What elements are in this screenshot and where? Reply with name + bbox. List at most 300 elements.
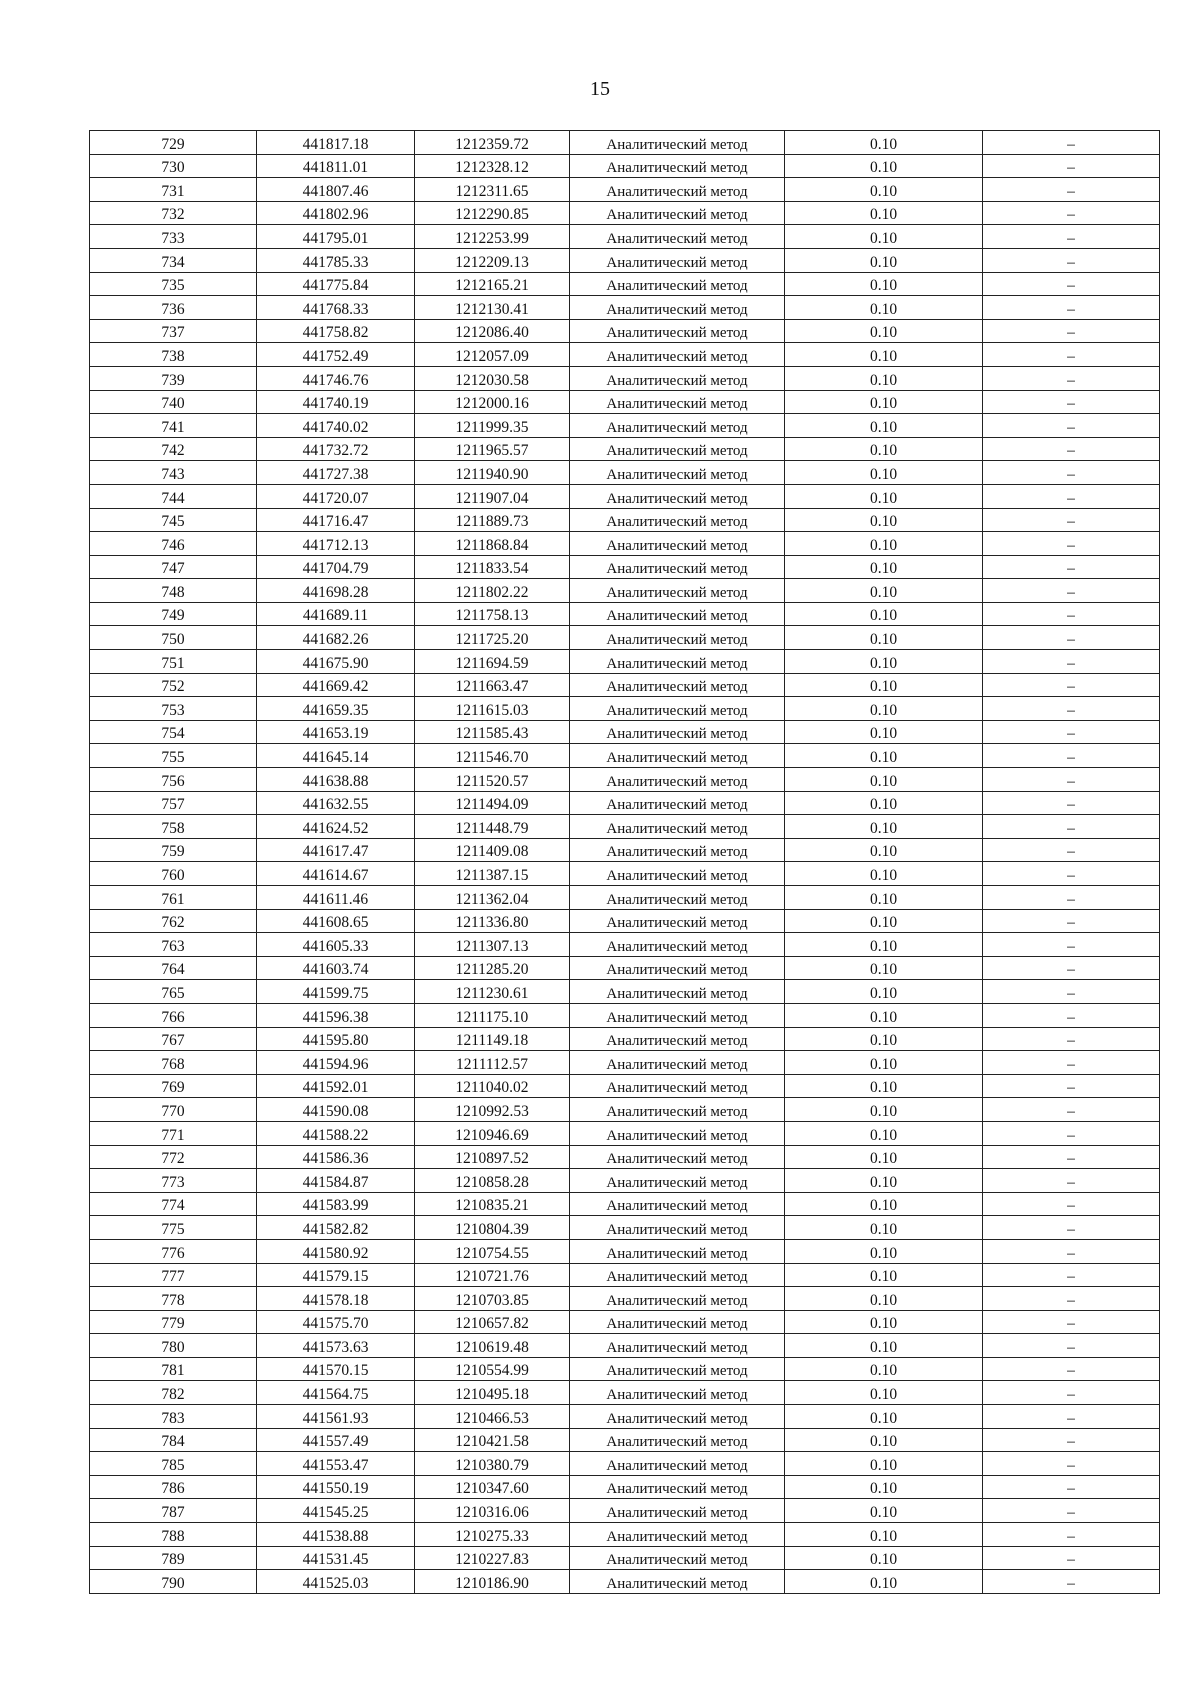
- y-coordinate-cell: 1211307.13: [415, 933, 570, 957]
- accuracy-cell: 0.10: [785, 1263, 983, 1287]
- x-coordinate-cell: 441525.03: [257, 1570, 415, 1594]
- accuracy-cell: 0.10: [785, 272, 983, 296]
- point-number-cell: 775: [90, 1216, 257, 1240]
- point-number-cell: 750: [90, 626, 257, 650]
- note-cell: –: [983, 319, 1160, 343]
- method-cell: Аналитический метод: [570, 1546, 785, 1570]
- x-coordinate-cell: 441740.02: [257, 414, 415, 438]
- point-number-cell: 742: [90, 437, 257, 461]
- table-row: [90, 1357, 1160, 1381]
- note-cell: –: [983, 461, 1160, 485]
- method-cell: Аналитический метод: [570, 319, 785, 343]
- y-coordinate-cell: 1210466.53: [415, 1405, 570, 1429]
- y-coordinate-cell: 1210347.60: [415, 1475, 570, 1499]
- x-coordinate-cell: 441564.75: [257, 1381, 415, 1405]
- table-row: [90, 1098, 1160, 1122]
- accuracy-cell: 0.10: [785, 626, 983, 650]
- table-row: [90, 414, 1160, 438]
- note-cell: –: [983, 1310, 1160, 1334]
- point-number-cell: 777: [90, 1263, 257, 1287]
- note-cell: –: [983, 484, 1160, 508]
- y-coordinate-cell: 1211387.15: [415, 862, 570, 886]
- method-cell: Аналитический метод: [570, 461, 785, 485]
- point-number-cell: 787: [90, 1499, 257, 1523]
- table-row: [90, 296, 1160, 320]
- accuracy-cell: 0.10: [785, 1357, 983, 1381]
- y-coordinate-cell: 1212359.72: [415, 131, 570, 155]
- note-cell: –: [983, 1570, 1160, 1594]
- accuracy-cell: 0.10: [785, 886, 983, 910]
- x-coordinate-cell: 441545.25: [257, 1499, 415, 1523]
- note-cell: –: [983, 1003, 1160, 1027]
- table-row: [90, 1287, 1160, 1311]
- x-coordinate-cell: 441720.07: [257, 484, 415, 508]
- method-cell: Аналитический метод: [570, 1098, 785, 1122]
- y-coordinate-cell: 1212130.41: [415, 296, 570, 320]
- y-coordinate-cell: 1212165.21: [415, 272, 570, 296]
- note-cell: –: [983, 1121, 1160, 1145]
- table-row: [90, 1027, 1160, 1051]
- table-row: [90, 1192, 1160, 1216]
- y-coordinate-cell: 1210897.52: [415, 1145, 570, 1169]
- method-cell: Аналитический метод: [570, 602, 785, 626]
- table-row: [90, 1239, 1160, 1263]
- accuracy-cell: 0.10: [785, 1546, 983, 1570]
- method-cell: Аналитический метод: [570, 791, 785, 815]
- note-cell: –: [983, 744, 1160, 768]
- table-row: [90, 508, 1160, 532]
- method-cell: Аналитический метод: [570, 579, 785, 603]
- accuracy-cell: 0.10: [785, 838, 983, 862]
- x-coordinate-cell: 441538.88: [257, 1523, 415, 1547]
- method-cell: Аналитический метод: [570, 248, 785, 272]
- method-cell: Аналитический метод: [570, 909, 785, 933]
- note-cell: –: [983, 248, 1160, 272]
- table-row: [90, 720, 1160, 744]
- y-coordinate-cell: 1212030.58: [415, 366, 570, 390]
- accuracy-cell: 0.10: [785, 201, 983, 225]
- y-coordinate-cell: 1211546.70: [415, 744, 570, 768]
- y-coordinate-cell: 1212000.16: [415, 390, 570, 414]
- accuracy-cell: 0.10: [785, 1192, 983, 1216]
- x-coordinate-cell: 441605.33: [257, 933, 415, 957]
- point-number-cell: 734: [90, 248, 257, 272]
- accuracy-cell: 0.10: [785, 1570, 983, 1594]
- note-cell: –: [983, 555, 1160, 579]
- method-cell: Аналитический метод: [570, 815, 785, 839]
- table-row: [90, 1169, 1160, 1193]
- method-cell: Аналитический метод: [570, 1428, 785, 1452]
- x-coordinate-cell: 441570.15: [257, 1357, 415, 1381]
- note-cell: –: [983, 1546, 1160, 1570]
- y-coordinate-cell: 1211409.08: [415, 838, 570, 862]
- point-number-cell: 764: [90, 956, 257, 980]
- accuracy-cell: 0.10: [785, 650, 983, 674]
- note-cell: –: [983, 768, 1160, 792]
- table-row: [90, 626, 1160, 650]
- y-coordinate-cell: 1211694.59: [415, 650, 570, 674]
- y-coordinate-cell: 1212057.09: [415, 343, 570, 367]
- x-coordinate-cell: 441817.18: [257, 131, 415, 155]
- accuracy-cell: 0.10: [785, 815, 983, 839]
- x-coordinate-cell: 441732.72: [257, 437, 415, 461]
- point-number-cell: 735: [90, 272, 257, 296]
- note-cell: –: [983, 697, 1160, 721]
- table-row: [90, 225, 1160, 249]
- x-coordinate-cell: 441624.52: [257, 815, 415, 839]
- accuracy-cell: 0.10: [785, 319, 983, 343]
- point-number-cell: 733: [90, 225, 257, 249]
- point-number-cell: 763: [90, 933, 257, 957]
- y-coordinate-cell: 1210316.06: [415, 1499, 570, 1523]
- x-coordinate-cell: 441580.92: [257, 1239, 415, 1263]
- note-cell: –: [983, 1051, 1160, 1075]
- method-cell: Аналитический метод: [570, 1499, 785, 1523]
- method-cell: Аналитический метод: [570, 154, 785, 178]
- method-cell: Аналитический метод: [570, 1051, 785, 1075]
- table-row: [90, 178, 1160, 202]
- coordinates-table: [89, 130, 1160, 1594]
- table-row: [90, 1452, 1160, 1476]
- y-coordinate-cell: 1210657.82: [415, 1310, 570, 1334]
- y-coordinate-cell: 1212290.85: [415, 201, 570, 225]
- point-number-cell: 767: [90, 1027, 257, 1051]
- note-cell: –: [983, 1452, 1160, 1476]
- accuracy-cell: 0.10: [785, 1145, 983, 1169]
- x-coordinate-cell: 441752.49: [257, 343, 415, 367]
- point-number-cell: 751: [90, 650, 257, 674]
- x-coordinate-cell: 441553.47: [257, 1452, 415, 1476]
- note-cell: –: [983, 1357, 1160, 1381]
- accuracy-cell: 0.10: [785, 602, 983, 626]
- x-coordinate-cell: 441595.80: [257, 1027, 415, 1051]
- table-row: [90, 815, 1160, 839]
- accuracy-cell: 0.10: [785, 225, 983, 249]
- method-cell: Аналитический метод: [570, 484, 785, 508]
- note-cell: –: [983, 1027, 1160, 1051]
- method-cell: Аналитический метод: [570, 838, 785, 862]
- x-coordinate-cell: 441617.47: [257, 838, 415, 862]
- point-number-cell: 766: [90, 1003, 257, 1027]
- method-cell: Аналитический метод: [570, 1003, 785, 1027]
- point-number-cell: 774: [90, 1192, 257, 1216]
- x-coordinate-cell: 441669.42: [257, 673, 415, 697]
- method-cell: Аналитический метод: [570, 225, 785, 249]
- accuracy-cell: 0.10: [785, 1499, 983, 1523]
- y-coordinate-cell: 1212328.12: [415, 154, 570, 178]
- table-row: [90, 933, 1160, 957]
- table-row: [90, 1428, 1160, 1452]
- x-coordinate-cell: 441582.82: [257, 1216, 415, 1240]
- note-cell: –: [983, 1216, 1160, 1240]
- accuracy-cell: 0.10: [785, 461, 983, 485]
- table-row: [90, 1003, 1160, 1027]
- method-cell: Аналитический метод: [570, 532, 785, 556]
- accuracy-cell: 0.10: [785, 862, 983, 886]
- note-cell: –: [983, 1334, 1160, 1358]
- x-coordinate-cell: 441588.22: [257, 1121, 415, 1145]
- table-row: [90, 1216, 1160, 1240]
- method-cell: Аналитический метод: [570, 1074, 785, 1098]
- point-number-cell: 765: [90, 980, 257, 1004]
- y-coordinate-cell: 1211833.54: [415, 555, 570, 579]
- method-cell: Аналитический метод: [570, 1027, 785, 1051]
- x-coordinate-cell: 441583.99: [257, 1192, 415, 1216]
- note-cell: –: [983, 131, 1160, 155]
- point-number-cell: 755: [90, 744, 257, 768]
- y-coordinate-cell: 1211448.79: [415, 815, 570, 839]
- table-row: [90, 555, 1160, 579]
- y-coordinate-cell: 1212253.99: [415, 225, 570, 249]
- point-number-cell: 745: [90, 508, 257, 532]
- x-coordinate-cell: 441689.11: [257, 602, 415, 626]
- note-cell: –: [983, 1381, 1160, 1405]
- x-coordinate-cell: 441531.45: [257, 1546, 415, 1570]
- table-row: [90, 909, 1160, 933]
- point-number-cell: 758: [90, 815, 257, 839]
- point-number-cell: 783: [90, 1405, 257, 1429]
- table-row: [90, 956, 1160, 980]
- point-number-cell: 789: [90, 1546, 257, 1570]
- method-cell: Аналитический метод: [570, 1475, 785, 1499]
- table-row: [90, 673, 1160, 697]
- method-cell: Аналитический метод: [570, 956, 785, 980]
- accuracy-cell: 0.10: [785, 1452, 983, 1476]
- method-cell: Аналитический метод: [570, 178, 785, 202]
- x-coordinate-cell: 441638.88: [257, 768, 415, 792]
- x-coordinate-cell: 441698.28: [257, 579, 415, 603]
- table-row: [90, 602, 1160, 626]
- note-cell: –: [983, 626, 1160, 650]
- y-coordinate-cell: 1210554.99: [415, 1357, 570, 1381]
- note-cell: –: [983, 154, 1160, 178]
- method-cell: Аналитический метод: [570, 1523, 785, 1547]
- point-number-cell: 769: [90, 1074, 257, 1098]
- method-cell: Аналитический метод: [570, 1452, 785, 1476]
- x-coordinate-cell: 441592.01: [257, 1074, 415, 1098]
- y-coordinate-cell: 1211585.43: [415, 720, 570, 744]
- note-cell: –: [983, 178, 1160, 202]
- table-row: [90, 532, 1160, 556]
- accuracy-cell: 0.10: [785, 1239, 983, 1263]
- method-cell: Аналитический метод: [570, 272, 785, 296]
- point-number-cell: 752: [90, 673, 257, 697]
- y-coordinate-cell: 1211758.13: [415, 602, 570, 626]
- method-cell: Аналитический метод: [570, 296, 785, 320]
- point-number-cell: 753: [90, 697, 257, 721]
- method-cell: Аналитический метод: [570, 1334, 785, 1358]
- accuracy-cell: 0.10: [785, 673, 983, 697]
- note-cell: –: [983, 225, 1160, 249]
- point-number-cell: 768: [90, 1051, 257, 1075]
- point-number-cell: 781: [90, 1357, 257, 1381]
- x-coordinate-cell: 441807.46: [257, 178, 415, 202]
- note-cell: –: [983, 1263, 1160, 1287]
- accuracy-cell: 0.10: [785, 1334, 983, 1358]
- y-coordinate-cell: 1211336.80: [415, 909, 570, 933]
- accuracy-cell: 0.10: [785, 579, 983, 603]
- method-cell: Аналитический метод: [570, 131, 785, 155]
- note-cell: –: [983, 602, 1160, 626]
- point-number-cell: 790: [90, 1570, 257, 1594]
- accuracy-cell: 0.10: [785, 909, 983, 933]
- x-coordinate-cell: 441586.36: [257, 1145, 415, 1169]
- point-number-cell: 759: [90, 838, 257, 862]
- method-cell: Аналитический метод: [570, 697, 785, 721]
- table-row: [90, 437, 1160, 461]
- y-coordinate-cell: 1211520.57: [415, 768, 570, 792]
- method-cell: Аналитический метод: [570, 1357, 785, 1381]
- accuracy-cell: 0.10: [785, 697, 983, 721]
- note-cell: –: [983, 956, 1160, 980]
- method-cell: Аналитический метод: [570, 650, 785, 674]
- x-coordinate-cell: 441811.01: [257, 154, 415, 178]
- accuracy-cell: 0.10: [785, 343, 983, 367]
- table-row: [90, 484, 1160, 508]
- note-cell: –: [983, 1145, 1160, 1169]
- x-coordinate-cell: 441675.90: [257, 650, 415, 674]
- point-number-cell: 782: [90, 1381, 257, 1405]
- accuracy-cell: 0.10: [785, 414, 983, 438]
- y-coordinate-cell: 1211112.57: [415, 1051, 570, 1075]
- method-cell: Аналитический метод: [570, 1310, 785, 1334]
- method-cell: Аналитический метод: [570, 1405, 785, 1429]
- method-cell: Аналитический метод: [570, 1239, 785, 1263]
- accuracy-cell: 0.10: [785, 366, 983, 390]
- accuracy-cell: 0.10: [785, 178, 983, 202]
- table-row: [90, 1310, 1160, 1334]
- note-cell: –: [983, 579, 1160, 603]
- accuracy-cell: 0.10: [785, 248, 983, 272]
- note-cell: –: [983, 343, 1160, 367]
- point-number-cell: 762: [90, 909, 257, 933]
- accuracy-cell: 0.10: [785, 1428, 983, 1452]
- method-cell: Аналитический метод: [570, 1121, 785, 1145]
- table-row: [90, 579, 1160, 603]
- x-coordinate-cell: 441758.82: [257, 319, 415, 343]
- point-number-cell: 757: [90, 791, 257, 815]
- accuracy-cell: 0.10: [785, 791, 983, 815]
- note-cell: –: [983, 909, 1160, 933]
- y-coordinate-cell: 1210495.18: [415, 1381, 570, 1405]
- point-number-cell: 780: [90, 1334, 257, 1358]
- table-row: [90, 1051, 1160, 1075]
- y-coordinate-cell: 1210703.85: [415, 1287, 570, 1311]
- accuracy-cell: 0.10: [785, 1074, 983, 1098]
- note-cell: –: [983, 1192, 1160, 1216]
- x-coordinate-cell: 441611.46: [257, 886, 415, 910]
- accuracy-cell: 0.10: [785, 744, 983, 768]
- table-row: [90, 1334, 1160, 1358]
- accuracy-cell: 0.10: [785, 1310, 983, 1334]
- x-coordinate-cell: 441573.63: [257, 1334, 415, 1358]
- point-number-cell: 788: [90, 1523, 257, 1547]
- method-cell: Аналитический метод: [570, 744, 785, 768]
- table-row: [90, 886, 1160, 910]
- note-cell: –: [983, 532, 1160, 556]
- x-coordinate-cell: 441608.65: [257, 909, 415, 933]
- accuracy-cell: 0.10: [785, 1027, 983, 1051]
- table-row: [90, 1145, 1160, 1169]
- method-cell: Аналитический метод: [570, 1381, 785, 1405]
- x-coordinate-cell: 441579.15: [257, 1263, 415, 1287]
- table-row: [90, 1381, 1160, 1405]
- x-coordinate-cell: 441575.70: [257, 1310, 415, 1334]
- point-number-cell: 737: [90, 319, 257, 343]
- accuracy-cell: 0.10: [785, 154, 983, 178]
- point-number-cell: 773: [90, 1169, 257, 1193]
- x-coordinate-cell: 441802.96: [257, 201, 415, 225]
- x-coordinate-cell: 441632.55: [257, 791, 415, 815]
- note-cell: –: [983, 791, 1160, 815]
- method-cell: Аналитический метод: [570, 626, 785, 650]
- point-number-cell: 729: [90, 131, 257, 155]
- table-row: [90, 1523, 1160, 1547]
- point-number-cell: 771: [90, 1121, 257, 1145]
- accuracy-cell: 0.10: [785, 956, 983, 980]
- y-coordinate-cell: 1211889.73: [415, 508, 570, 532]
- note-cell: –: [983, 414, 1160, 438]
- coordinates-table-body: [90, 131, 1160, 1594]
- point-number-cell: 761: [90, 886, 257, 910]
- method-cell: Аналитический метод: [570, 980, 785, 1004]
- accuracy-cell: 0.10: [785, 484, 983, 508]
- y-coordinate-cell: 1211868.84: [415, 532, 570, 556]
- accuracy-cell: 0.10: [785, 1475, 983, 1499]
- method-cell: Аналитический метод: [570, 201, 785, 225]
- method-cell: Аналитический метод: [570, 1570, 785, 1594]
- note-cell: –: [983, 1523, 1160, 1547]
- y-coordinate-cell: 1210380.79: [415, 1452, 570, 1476]
- y-coordinate-cell: 1210858.28: [415, 1169, 570, 1193]
- accuracy-cell: 0.10: [785, 296, 983, 320]
- accuracy-cell: 0.10: [785, 1051, 983, 1075]
- point-number-cell: 776: [90, 1239, 257, 1263]
- accuracy-cell: 0.10: [785, 390, 983, 414]
- note-cell: –: [983, 1405, 1160, 1429]
- y-coordinate-cell: 1210835.21: [415, 1192, 570, 1216]
- x-coordinate-cell: 441727.38: [257, 461, 415, 485]
- note-cell: –: [983, 1287, 1160, 1311]
- y-coordinate-cell: 1211965.57: [415, 437, 570, 461]
- method-cell: Аналитический метод: [570, 414, 785, 438]
- x-coordinate-cell: 441594.96: [257, 1051, 415, 1075]
- note-cell: –: [983, 862, 1160, 886]
- point-number-cell: 749: [90, 602, 257, 626]
- y-coordinate-cell: 1210186.90: [415, 1570, 570, 1594]
- method-cell: Аналитический метод: [570, 390, 785, 414]
- y-coordinate-cell: 1211615.03: [415, 697, 570, 721]
- y-coordinate-cell: 1210992.53: [415, 1098, 570, 1122]
- accuracy-cell: 0.10: [785, 1287, 983, 1311]
- x-coordinate-cell: 441557.49: [257, 1428, 415, 1452]
- y-coordinate-cell: 1211663.47: [415, 673, 570, 697]
- table-row: [90, 343, 1160, 367]
- note-cell: –: [983, 1475, 1160, 1499]
- accuracy-cell: 0.10: [785, 1381, 983, 1405]
- table-row: [90, 1546, 1160, 1570]
- method-cell: Аналитический метод: [570, 862, 785, 886]
- accuracy-cell: 0.10: [785, 1003, 983, 1027]
- method-cell: Аналитический метод: [570, 437, 785, 461]
- table-row: [90, 1121, 1160, 1145]
- x-coordinate-cell: 441645.14: [257, 744, 415, 768]
- point-number-cell: 756: [90, 768, 257, 792]
- y-coordinate-cell: 1211907.04: [415, 484, 570, 508]
- accuracy-cell: 0.10: [785, 555, 983, 579]
- y-coordinate-cell: 1210227.83: [415, 1546, 570, 1570]
- method-cell: Аналитический метод: [570, 768, 785, 792]
